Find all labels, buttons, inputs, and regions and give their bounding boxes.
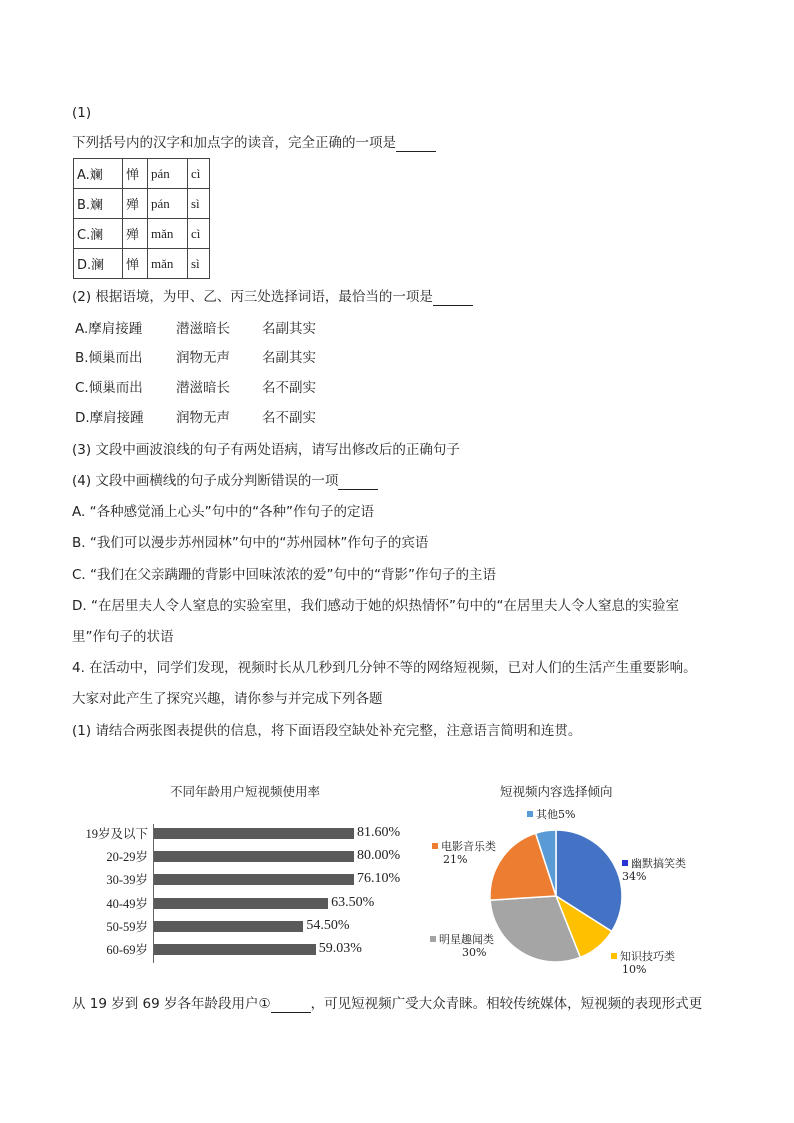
slice-value: 21% — [443, 853, 468, 866]
bar-value-label: 59.03% — [318, 941, 362, 956]
q4-choice-d[interactable]: D. “在居里夫人令人窒息的实验室里，我们感动于她的炽热情怀”句中的“在居里夫人令人窒息的实验室 — [72, 598, 679, 614]
pie-chart-title: 短视频内容选择倾向 — [500, 784, 613, 799]
slice-value: 10% — [622, 963, 647, 976]
q1-number: (1) — [72, 105, 92, 121]
choice-word: 名不副实 — [262, 380, 316, 396]
option-row[interactable] — [74, 219, 210, 249]
fill-in-text-after: ，可见短视频广受大众青睐。相较传统媒体，短视频的表现形式更 — [310, 996, 703, 1012]
q4-choice-d-cont: 里”作句子的状语 — [72, 629, 174, 645]
section4-q1-prompt: (1) 请结合两张图表提供的信息，将下面语段空缺处补充完整，注意语言简明和连贯。 — [72, 723, 582, 739]
choice-word: 名不副实 — [262, 410, 316, 426]
bar-category-label: 30-39岁 — [106, 873, 148, 888]
choice-word: C.倾巢而出 — [75, 380, 143, 396]
section4-intro: 4. 在活动中，同学们发现，视频时长从几秒到几分钟不等的网络短视频，已对人们的生活产生重要影响。 — [72, 660, 697, 676]
answer-blank[interactable] — [396, 137, 436, 152]
bar — [154, 944, 316, 955]
q1-prompt — [72, 134, 436, 152]
option-pinyin: pán — [148, 189, 188, 219]
legend-swatch — [611, 953, 617, 959]
answer-blank[interactable] — [433, 291, 473, 306]
choice-word: 润物无声 — [176, 350, 230, 366]
option-pinyin: mǎn — [148, 249, 188, 279]
bar-value-label: 80.00% — [357, 848, 401, 864]
bar-value-label: 76.10% — [357, 871, 401, 887]
bar-category-label: 50-59岁 — [106, 919, 148, 934]
q2-choice-a[interactable] — [75, 317, 316, 337]
legend-swatch — [432, 843, 438, 849]
legend-swatch — [527, 811, 533, 817]
option-pinyin: mǎn — [148, 219, 188, 249]
option-char: B.斓 — [74, 189, 123, 219]
slice-value: 30% — [462, 946, 487, 959]
choice-word: 潜滋暗长 — [176, 321, 230, 337]
bar-chart-title: 不同年龄用户短视频使用率 — [170, 784, 321, 799]
option-char: A.斓 — [74, 159, 123, 189]
slice-name: 知识技巧类 — [620, 950, 675, 963]
q4-prompt — [72, 472, 378, 490]
q3-prompt: (3) 文段中画波浪线的句子有两处语病，请写出修改后的正确句子 — [72, 442, 460, 458]
choice-word: 润物无声 — [176, 410, 230, 426]
q1-options-table — [73, 158, 210, 279]
q2-prompt — [72, 288, 473, 306]
legend-swatch — [622, 860, 628, 866]
option-pinyin: sì — [188, 249, 210, 279]
option-row[interactable] — [74, 189, 210, 219]
slice-name: 明星趣闻类 — [439, 933, 494, 946]
section4-intro-cont: 大家对此产生了探究兴趣，请你参与并完成下列各题 — [72, 691, 383, 707]
answer-blank[interactable] — [338, 475, 378, 490]
bar-chart-axis — [153, 824, 154, 963]
pie-label-knowledge — [611, 950, 675, 976]
bar-value-label: 63.50% — [331, 894, 375, 910]
slice-name: 电影音乐类 — [441, 840, 496, 853]
option-pinyin: pán — [148, 159, 188, 189]
slice-value: 5% — [558, 808, 576, 821]
q4-choice-a[interactable]: A. “各种感觉涌上心头”句中的“各种”作句子的定语 — [72, 504, 375, 520]
choice-word: 名副其实 — [262, 350, 316, 366]
option-char: 惮 — [123, 159, 148, 189]
option-row[interactable] — [74, 159, 210, 189]
fill-in-text-before: 从 19 岁到 69 岁各年龄段用户① — [72, 996, 271, 1012]
bar — [154, 921, 303, 932]
legend-swatch — [430, 936, 436, 942]
choice-word: B.倾巢而出 — [75, 350, 143, 366]
bar — [154, 828, 354, 839]
bar — [154, 898, 328, 909]
option-char: 惮 — [123, 249, 148, 279]
choice-word: 潜滋暗长 — [176, 380, 230, 396]
option-char: D.澜 — [74, 249, 123, 279]
option-char: C.澜 — [74, 219, 123, 249]
answer-blank-1[interactable] — [271, 998, 311, 1013]
option-pinyin: cì — [188, 219, 210, 249]
choice-word: 名副其实 — [262, 321, 316, 337]
bar — [154, 874, 354, 885]
bar — [154, 851, 354, 862]
option-char: 殚 — [123, 219, 148, 249]
q1-prompt-text: 下列括号内的汉字和加点字的读音，完全正确的一项是 — [72, 135, 396, 151]
choice-word: A.摩肩接踵 — [75, 321, 143, 337]
q2-choice-c[interactable] — [75, 376, 316, 396]
bar-value-label: 81.60% — [357, 825, 401, 840]
bar-category-label: 40-49岁 — [106, 896, 148, 911]
q4-choice-c[interactable]: C. “我们在父亲蹒跚的背影中回味浓浓的爱”句中的“背影”作句子的主语 — [72, 567, 496, 583]
slice-name: 幽默搞笑类 — [631, 857, 686, 870]
q2-prompt-text: (2) 根据语境，为甲、乙、丙三处选择词语，最恰当的一项是 — [72, 289, 433, 305]
fill-in-sentence — [72, 995, 702, 1013]
q4-prompt-text: (4) 文段中画横线的句子成分判断错误的一项 — [72, 473, 339, 489]
pie-label-other — [527, 808, 575, 821]
q4-choice-b[interactable]: B. “我们可以漫步苏州园林”句中的“苏州园林”作句子的宾语 — [72, 535, 429, 551]
option-pinyin: sì — [188, 189, 210, 219]
q2-choice-d[interactable] — [75, 406, 316, 426]
q2-choice-b[interactable] — [75, 346, 316, 366]
bar-category-label: 19岁及以下 — [85, 827, 148, 841]
slice-value: 34% — [622, 870, 647, 883]
option-pinyin: cì — [188, 159, 210, 189]
pie-label-celebrity — [430, 933, 494, 959]
choice-word: D.摩肩接踵 — [75, 410, 144, 426]
bar-value-label: 54.50% — [306, 917, 350, 933]
option-row[interactable] — [74, 249, 210, 279]
pie-label-movie-music — [432, 840, 496, 866]
pie-label-humor — [622, 857, 686, 883]
slice-name: 其他 — [536, 808, 558, 821]
bar-category-label: 20-29岁 — [106, 850, 148, 865]
option-char: 殚 — [123, 189, 148, 219]
bar-category-label: 60-69岁 — [106, 943, 148, 957]
